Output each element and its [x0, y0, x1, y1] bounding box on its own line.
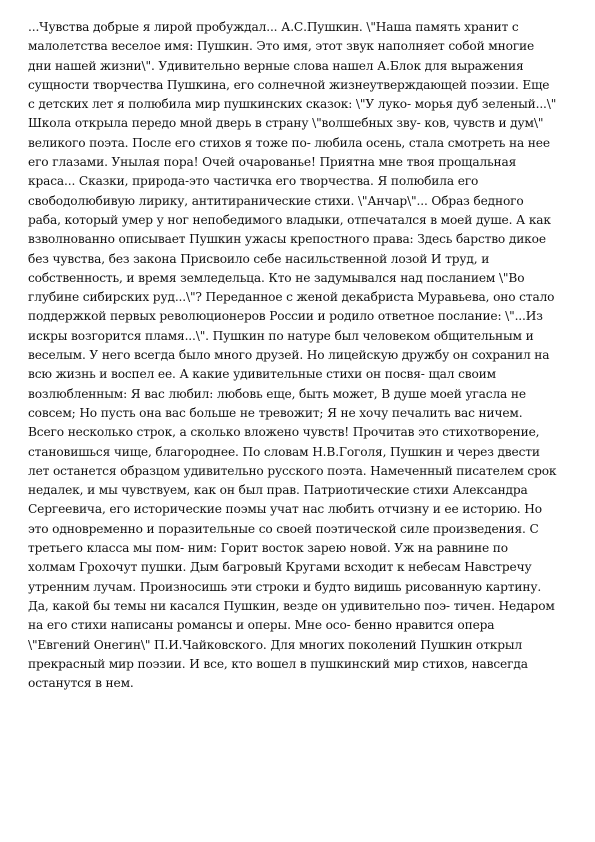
text-line: раба, который умер у ног непобедимого владыки, отпечатался в моей душе. А как	[28, 212, 551, 227]
text-line: Всего несколько строк, а сколько вложено чувств! Прочитав это стихотворение,	[28, 425, 540, 440]
text-line: на его стихи написаны романсы и оперы. Мне осо- бенно нравится опера	[28, 618, 495, 633]
text-line: его глазами. Унылая пора! Очей очарованье! Приятна мне твоя прощальная	[28, 155, 517, 170]
text-line: веселым. У него всегда было много друзей. Но лицейскую дружбу он сохранил на	[28, 348, 550, 363]
text-line: становишься чище, благороднее. По словам Н.В.Гоголя, Пушкин и через двести	[28, 444, 540, 459]
text-line: сущности творчества Пушкина, его солнечной жизнеутверждающей поэзии. Еще	[28, 77, 550, 92]
text-line: поддержкой первых революционеров России и родило ответное послание: \"...Из	[28, 309, 543, 324]
text-line: Школа открыла передо мной дверь в страну \"волшебных зву- ков, чувств и дум\"	[28, 116, 544, 131]
text-line: великого поэта. После его стихов я тоже по- любила осень, стала смотреть на нее	[28, 135, 550, 150]
text-line: \"Евгений Онегин\" П.И.Чайковского. Для многих поколений Пушкин открыл	[28, 637, 523, 652]
text-line: искры возгорится пламя...\". Пушкин по натуре был человеком общительным и	[28, 328, 534, 343]
text-line: прекрасный мир поэзии. И все, кто вошел в пушкинский мир стихов, навсегда	[28, 656, 528, 671]
text-line: утренним лучам. Произносишь эти строки и будто видишь рисованную картину.	[28, 579, 542, 594]
text-line: без чувства, без закона Присвоило себе насильственной лозой И труд, и	[28, 251, 490, 266]
text-line: малолетства веселое имя: Пушкин. Это имя, этот звук наполняет собой многие	[28, 39, 535, 54]
text-line: возлюбленным: Я вас любил: любовь еще, быть может, В душе моей угасла не	[28, 386, 526, 401]
text-line: глубине сибирских руд...\"? Переданное с женой декабриста Муравьева, оно стало	[28, 290, 555, 305]
text-line: с детских лет я полюбила мир пушкинских сказок: \"У луко- морья дуб зеленый...\"	[28, 97, 557, 112]
text-line: Да, какой бы темы ни касался Пушкин, везде он удивительно поэ- тичен. Недаром	[28, 598, 555, 613]
text-line: всю жизнь и воспел ее. А какие удивительные стихи он посвя- щал своим	[28, 367, 496, 382]
text-line: свободолюбивую лирику, антитиранические стихи. \"Анчар\"... Образ бедного	[28, 193, 524, 208]
text-line: лет останется образцом удивительно русского поэта. Намеченный писателем срок	[28, 463, 557, 478]
text-line: это одновременно и поразительные со своей поэтической силе произведения. С	[28, 521, 539, 536]
text-line: краса... Сказки, природа-это частичка его творчества. Я полюбила его	[28, 174, 479, 189]
text-line: дни нашей жизни\". Удивительно верные слова нашел А.Блок для выражения	[28, 58, 524, 73]
text-line: недалек, и мы чувствуем, как он был прав. Патриотические стихи Александра	[28, 483, 528, 498]
text-line: холмам Грохочут пушки. Дым багровый Кругами всходит к небесам Навстречу	[28, 560, 532, 575]
text-line: ...Чувства добрые я лирой пробуждал... А.С.Пушкин. \"Наша память хранит с	[28, 20, 519, 34]
text-line: Сергеевича, его исторические поэмы учат нас любить отчизну и ее историю. Но	[28, 502, 542, 517]
text-line: совсем; Но пусть она вас больше не тревожит; Я не хочу печалить вас ничем.	[28, 405, 523, 420]
text-line: останутся в нем.	[28, 676, 134, 691]
essay-text	[28, 18, 568, 693]
text-line: собственность, и время земледельца. Кто не задумывался над посланием \"Во	[28, 270, 525, 285]
text-line: взволнованно описывает Пушкин ужасы крепостного права: Здесь барство дикое	[28, 232, 546, 247]
text-line: третьего класса мы пом- ним: Горит восток зарею новой. Уж на равнине по	[28, 541, 508, 556]
